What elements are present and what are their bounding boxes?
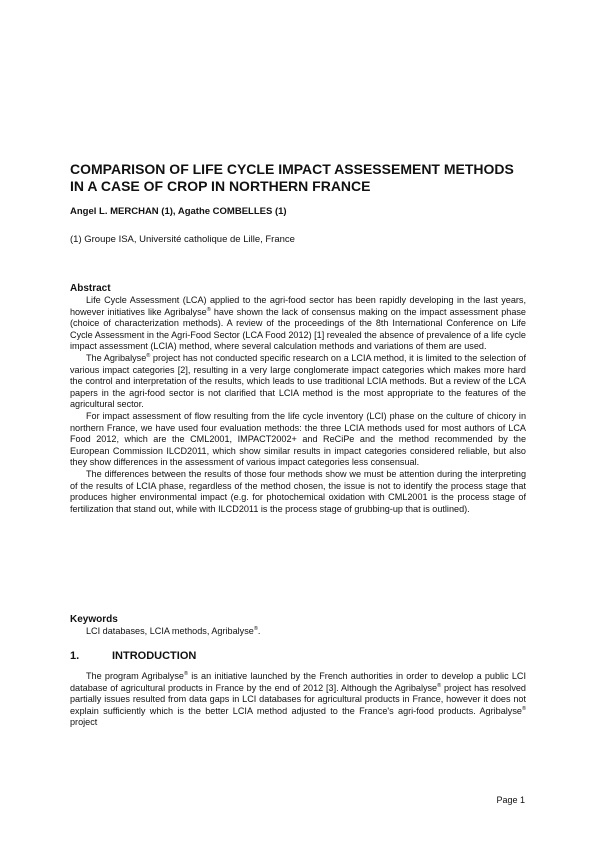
introduction-paragraph <box>70 671 526 729</box>
text-run: have shown the lack of consensus making on the impact assessment phase (choice of characterization methods). A review of the proceedings of the 8th International Conference on Life Cycle Assessment in the Agri-Food Sector (LCA Food 2012) [1] revealed the absence of prevalence of a life cycle impact assessment (LCIA) method, where several calculation methods and variations of them are used. <box>70 306 526 352</box>
introduction-section <box>70 671 526 729</box>
author-list: Angel L. MERCHAN (1), Agathe COMBELLES (1) <box>70 206 287 217</box>
keywords-text <box>70 626 526 638</box>
registered-mark: ® <box>206 306 211 313</box>
abstract-paragraph-4: The differences between the results of those four methods show we must be attention during the interpreting of the results of LCIA phase, regardless of the method chosen, the issue is not to identify the process stage that produces higher environmental impact (e.g. for photochemical oxidation with CML2001 is the process stage of fertilization that stand out, while with ILCD2011 is the process stage of grubbing-up that is outlined). <box>70 468 526 514</box>
abstract-heading: Abstract <box>70 283 111 294</box>
text-run: project has resolved partially issues resulted from data gaps in LCI databases for agricultural products in France, however it does not explain sufficiently which is the better LCIA method adjusted to the France's agri-food products. Agribalyse <box>70 682 526 716</box>
text-run: . <box>257 626 261 636</box>
paper-page <box>70 0 526 842</box>
text-run: The Agribalyse <box>86 352 147 363</box>
text-run: project has not conducted specific research on a LCIA method, it is limited to the selection of various impact categories [2], resulting in a very large conglomerate impact categories which makes more hard the control and interpretation of the results, which leads to use traditional LCIA methods. But a review of the LCA papers in the agri-food sector is not clarified that LCIA method is the most appropriate to the features of the agricultural sector. <box>70 352 526 410</box>
section-heading-introduction <box>70 650 196 663</box>
section-title: INTRODUCTION <box>112 650 197 662</box>
registered-mark: ® <box>437 682 442 689</box>
text-run: is an initiative launched by the French authorities in order to develop a public LCI database of agricultural products in France by the end of 2012 [3]. Although the Agribalyse <box>70 671 526 693</box>
affiliation: (1) Groupe ISA, Université catholique de Lille, France <box>70 234 295 245</box>
keywords-section <box>70 614 526 638</box>
registered-mark: ® <box>253 625 258 632</box>
text-run: project <box>70 717 98 728</box>
registered-mark: ® <box>146 352 151 359</box>
registered-mark: ® <box>183 670 188 677</box>
keywords-heading: Keywords <box>70 614 118 625</box>
registered-mark: ® <box>521 705 526 712</box>
abstract-paragraph-2 <box>70 353 526 411</box>
abstract-section <box>70 283 526 515</box>
section-number: 1. <box>70 650 80 662</box>
paper-title: COMPARISON OF LIFE CYCLE IMPACT ASSESSEMENT METHODS IN A CASE OF CROP IN NORTHERN FRANCE <box>70 161 514 194</box>
page-number: Page 1 <box>496 795 525 805</box>
text-run: LCI databases, LCIA methods, Agribalyse <box>86 626 254 636</box>
text-run: The program Agribalyse <box>86 671 184 681</box>
abstract-paragraph-3: For impact assessment of flow resulting from the life cycle inventory (LCI) phase on the culture of chicory in northern France, we have used four evaluation methods: the three LCIA methods used for most authors of LCA Food 2012, which are the CML2001, IMPACT2002+ and ReCiPe and the method recommended by the European Commission ILCD2011, which show similar results in impact categories considered reliable, but also they show differences in the assessment of various impact categories less consensual. <box>70 410 526 468</box>
text-run: Life Cycle Assessment (LCA) applied to the agri-food sector has been rapidly developing in the last years, however initiatives like Agribalyse <box>70 295 526 317</box>
abstract-paragraph-1 <box>70 295 526 353</box>
